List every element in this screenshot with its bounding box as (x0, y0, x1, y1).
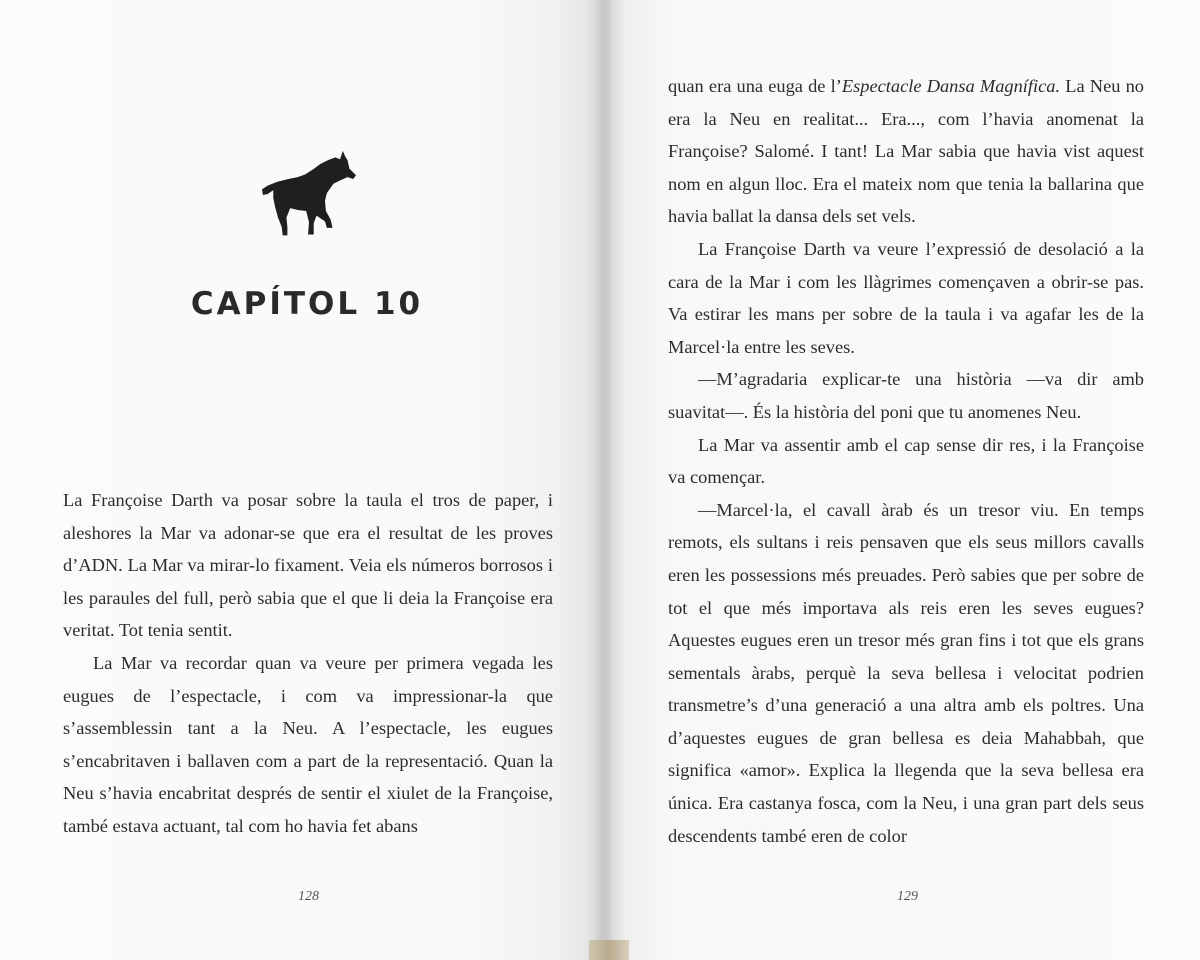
paragraph (668, 70, 1144, 233)
book-spine-edge (589, 940, 629, 960)
page-number: 129 (897, 889, 918, 904)
right-page (612, 0, 1200, 960)
paragraph: —M’agradaria explicar-te una història —va dir amb suavitat—. És la història del poni que tu anomenes Neu. (668, 369, 1144, 422)
chapter-title: CAPÍTOL 10 (190, 286, 424, 322)
paragraph: La Françoise Darth va posar sobre la taula el tros de paper, i aleshores la Mar va adonar-se que era el resultat de les proves d’ADN. La Mar va mirar-lo fixament. Veia els números borrosos i les paraules del full, però sabia que el que li deia la Françoise era veritat. Tot tenia sentit. (63, 490, 553, 641)
paragraph-start: quan era una euga de l’ (668, 76, 842, 96)
left-body-text (63, 484, 553, 843)
horse-silhouette-icon (262, 148, 356, 242)
paragraph-rest: La Neu no era la Neu en realitat... Era..., com l’havia anomenat la Françoise? Salomé. I tant! La Mar sabia que havia vist aquest nom en algun lloc. Era el mateix nom que tenia la ballarina que havia ballat la dansa dels set vels. (668, 76, 1144, 227)
right-body-text (668, 70, 1144, 852)
paragraph: La Françoise Darth va veure l’expressió de desolació a la cara de la Mar i com les llàgrimes començaven a obrir-se pas. Va estirar les mans per sobre de la taula i va agafar les de la Marcel·la entre les seves. (668, 238, 1144, 357)
paragraph: —Marcel·la, el cavall àrab és un tresor viu. En temps remots, els sultans i reis pensaven que els seus millors cavalls eren les possessions més preuades. Però sabies que per sobre de tot el que més importava als reis eren les seves eugues? Aquestes eugues eren un tresor més gran fins i tot que els grans sementals àrabs, perquè la seva bellesa i velocitat podrien transmetre’s d’una generació a una altra amb els poltres. Una d’aquestes eugues de gran bellesa es deia Mahabbah, que significa «amor». Explica la llegenda que la seva bellesa era única. Era castanya fosca, com la Neu, i una gran part dels seus descendents també eren de color (668, 499, 1144, 846)
paragraph: La Mar va assentir amb el cap sense dir res, i la Françoise va començar. (668, 434, 1144, 488)
show-title-italic: Espectacle Dansa Magnífica. (841, 76, 1061, 96)
paragraph: La Mar va recordar quan va veure per primera vegada les eugues de l’espectacle, i com va impressionar-la que s’assemblessin tant a la Neu. A l’espectacle, les eugues s’encabritaven i ballaven com a part de la representació. Quan la Neu s’havia encabritat després de sentir el xiulet de la Françoise, també estava actuant, tal com ho havia fet abans (63, 652, 553, 836)
page-number: 128 (298, 889, 319, 904)
